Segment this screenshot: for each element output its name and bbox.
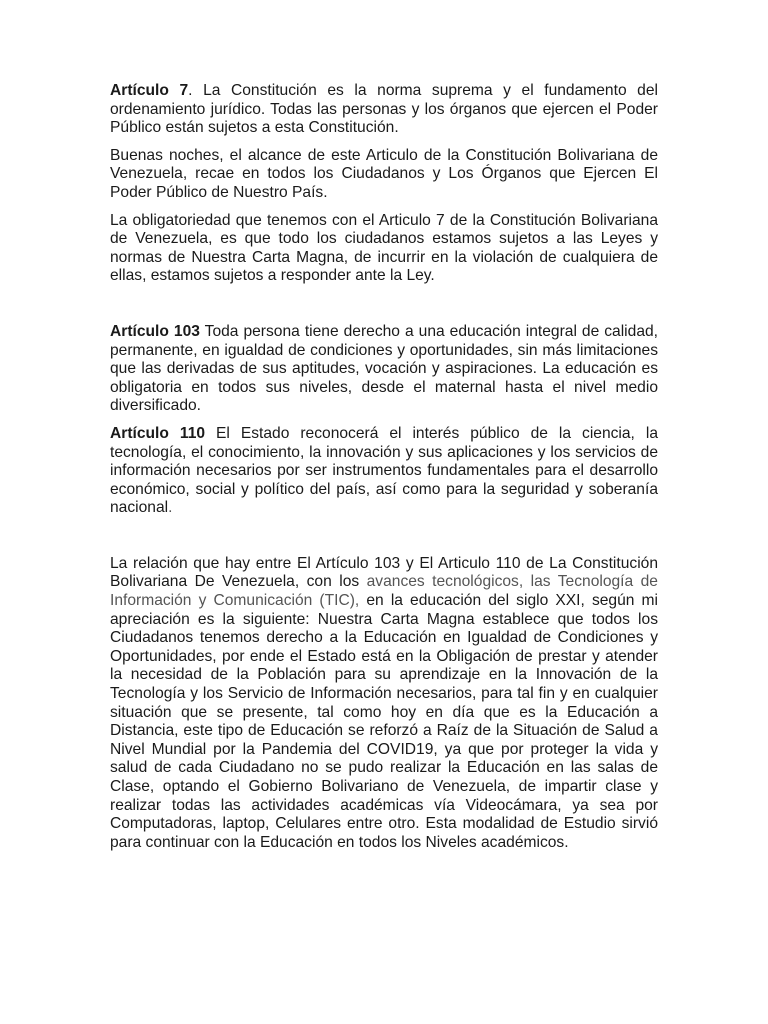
article-7-text: . La Constitución es la norma suprema y el fundamento del ordenamiento jurídico. Todas las personas y los órganos que ejercen el Poder Público están sujetos a esta Constitución. bbox=[110, 82, 658, 137]
article-103-text: Toda persona tiene derecho a una educación integral de calidad, permanente, en igualdad de condiciones y oportunidades, sin más limitaciones que las derivadas de sus aptitudes, vocación y aspiraciones. La educación es obligatoria en todos sus niveles, desde el maternal hasta el nivel medio diversificado. bbox=[110, 322, 658, 415]
article-7-paragraph bbox=[110, 82, 658, 138]
article-7-heading: Artículo 7 bbox=[110, 82, 189, 99]
comment-paragraph-1: Buenas noches, el alcance de este Articulo de la Constitución Bolivariana de Venezuela, recae en todos los Ciudadanos y Los Órganos que Ejercen El Poder Público de Nuestro País. bbox=[110, 146, 658, 201]
article-110-heading: Artículo 110 bbox=[110, 424, 206, 442]
relation-paragraph bbox=[110, 555, 658, 853]
relation-text-2: en la educación del siglo XXI, según mi apreciación es la siguiente: Nuestra Carta Magna establece que todos los Ciudadanos tenemos derecho a la Educación en Igualdad de Condiciones y Oportunidades, por ende el Estado está en la Obligación de prestar y atender la necesidad de la Población para su aprendizaje en la Innovación de la Tecnología y los Servicio de Información necesarios, para tal fin y en cualquier situación que se presente, tal como hoy en día que es la Educación a Distancia, este tipo de Educación se reforzó a Raíz de la Situación de Salud a Nivel Mundial por la Pandemia del COVID19, ya que por proteger la vida y salud de cada Ciudadano no se pudo realizar la Educación en las salas de Clase, optando el Gobierno Bolivariano de Venezuela, de impartir clase y realizar todas las actividades académicas vía Videocámara, ya sea por Computadoras, laptop, Celulares entre otro. Esta modalidad de Estudio sirvió para continuar con la Educación en todos los Niveles académicos. bbox=[110, 592, 658, 851]
article-103-paragraph bbox=[110, 323, 658, 416]
article-103-heading: Artículo 103 bbox=[110, 322, 200, 340]
comment-paragraph-2: La obligatoriedad que tenemos con el Articulo 7 de la Constitución Bolivariana de Venezuela, es que todo los ciudadanos estamos sujetos a las Leyes y normas de Nuestra Carta Magna, de incurrir en la violación de cualquiera de ellas, estamos sujetos a responder ante la Ley. bbox=[110, 211, 658, 285]
article-110-period: . bbox=[168, 499, 173, 517]
article-110-paragraph bbox=[110, 425, 658, 518]
document-page bbox=[110, 82, 658, 852]
relation-text-1: La relación que hay entre El Artículo 103 y El Articulo 110 de La Constitución Bolivariana De Venezuela, con los bbox=[110, 554, 658, 591]
relation-text-highlight: avances tecnológicos, las Tecnología de Información y Comunicación (TIC), bbox=[110, 573, 658, 610]
article-110-text: El Estado reconocerá el interés público de la ciencia, la tecnología, el conocimiento, la innovación y sus aplicaciones y los servicios de información necesarios por ser instrumentos fundamentales para el desarrollo económico, social y político del país, así como para la seguridad y soberanía nacional bbox=[110, 424, 658, 517]
